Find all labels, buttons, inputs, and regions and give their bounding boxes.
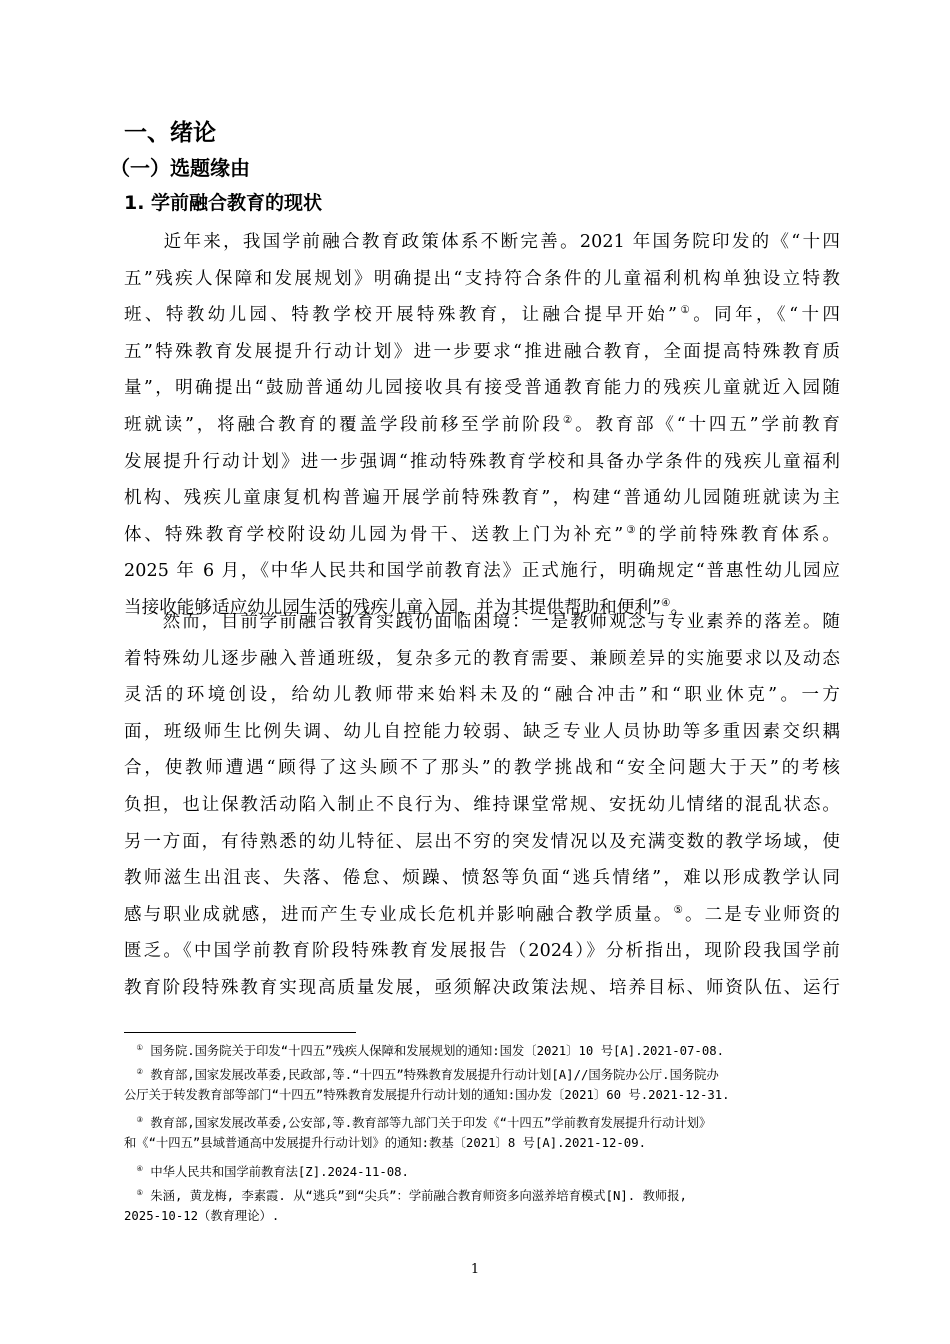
- paragraph-line: 近年来，我国学前融合教育政策体系不断完善。2021 年国务院印发的《“十四: [124, 232, 840, 252]
- subsection-heading: 1. 学前融合教育的现状: [124, 192, 323, 214]
- paragraph-line: 感与职业成就感，进而产生专业成长危机并影响融合教学质量。⑤。二是专业师资的: [124, 903, 840, 925]
- paragraph-line: 匮乏。《中国学前教育阶段特殊教育发展报告（2024）》分析指出，现阶段我国学前: [124, 941, 840, 962]
- paragraph-line: 发展提升行动计划》进一步强调“推动特殊教育学校和具备办学条件的残疾儿童福利: [124, 451, 840, 472]
- paragraph-line: 机构、残疾儿童康复机构普遍开展学前特殊教育”，构建“普通幼儿园随班就读为主: [124, 488, 840, 509]
- paragraph-line: 灵活的环境创设，给幼儿教师带来始料未及的“融合冲击”和“职业休克”。一方: [124, 685, 840, 706]
- paragraph-line: 合，使教师遭遇“顾得了这头顾不了那头”的教学挑战和“安全问题大于天”的考核: [124, 758, 840, 779]
- paragraph-line: 体、特殊教育学校附设幼儿园为骨干、送教上门为补充”③的学前特殊教育体系。: [124, 523, 840, 545]
- chapter-heading: 一、绪论: [124, 120, 216, 146]
- paragraph-line: 负担，也让保教活动陷入制止不良行为、维持课堂常规、安抚幼儿情绪的混乱状态。: [124, 794, 840, 815]
- footnote-5: ⑤ 朱涵, 黄龙梅, 李素霞. 从“逃兵”到“尖兵”：学前融合教育师资多向滋养培育模式[N]. 教师报, 2025-10-12（教育理论）.: [124, 1187, 687, 1223]
- footnote-3: ③ 教育部,国家发展改革委,公安部,等.教育部等九部门关于印发《“十四五”学前教育发展提升行动计划》 和《“十四五”县域普通高中发展提升行动计划》的通知:教基〔2021〕8 号[A].2021-12-09.: [124, 1114, 712, 1150]
- paragraph-challenges: [124, 604, 840, 1007]
- paragraph-line: 量”，明确提出“鼓励普通幼儿园接收具有接受普通教育能力的残疾儿童就近入园随: [124, 378, 840, 399]
- paragraph-line: 教育阶段特殊教育实现高质量发展，亟须解决政策法规、培养目标、师资队伍、运行: [124, 977, 840, 998]
- footnote-ref[interactable]: ①: [677, 304, 694, 317]
- paragraph-line: 五”特殊教育发展提升行动计划》进一步要求“推进融合教育，全面提高特殊教育质: [124, 341, 840, 362]
- paragraph-policy: [124, 224, 840, 627]
- footnote-4: ④ 中华人民共和国学前教育法[Z].2024-11-08.: [136, 1163, 409, 1179]
- footnote-ref[interactable]: ⑤: [673, 903, 686, 916]
- paragraph-line: 五”残疾人保障和发展规划》明确提出“支持符合条件的儿童福利机构单独设立特教: [124, 268, 840, 289]
- footnote-ref[interactable]: ④: [661, 597, 671, 610]
- paragraph-line: 2025 年 6 月，《中华人民共和国学前教育法》正式施行，明确规定“普惠性幼儿园应: [124, 561, 840, 582]
- footnote-2: ② 教育部,国家发展改革委,民政部,等.“十四五”特殊教育发展提升行动计划[A]//国务院办公厅.国务院办 公厅关于转发教育部等部门“十四五”特殊教育发展提升行动计划的通知:国办发〔2021〕60 号.2021-12-31.: [124, 1066, 730, 1102]
- page-number: 1: [470, 1262, 480, 1277]
- footnote-ref[interactable]: ②: [562, 414, 576, 427]
- paragraph-line: 另一方面，有待熟悉的幼儿特征、层出不穷的突发情况以及充满变数的教学场域，使: [124, 831, 840, 852]
- paragraph-line: 然而，目前学前融合教育实践仍面临困境：一是教师观念与专业素养的落差。随: [124, 612, 840, 632]
- paragraph-line: 当接收能够适应幼儿园生活的残疾儿童入园，并为其提供帮助和便利”④。: [124, 597, 689, 618]
- paragraph-line: 面，班级师生比例失调、幼儿自控能力较弱、缺乏专业人员协助等多重因素交织耦: [124, 721, 840, 742]
- paragraph-line: 着特殊幼儿逐步融入普通班级，复杂多元的教育需要、兼顾差异的实施要求以及动态: [124, 648, 840, 669]
- paragraph-line: 班、特教幼儿园、特教学校开展特殊教育，让融合提早开始”①。同年，《“十四: [124, 304, 840, 326]
- paragraph-line: 班就读”，将融合教育的覆盖学段前移至学前阶段②。教育部《“十四五”学前教育: [124, 414, 840, 435]
- paragraph-line: 教师滋生出沮丧、失落、倦怠、烦躁、愤怒等负面“逃兵情绪”，难以形成教学认同: [124, 868, 840, 889]
- footnote-separator: [124, 1032, 356, 1033]
- footnote-ref[interactable]: ③: [623, 523, 639, 536]
- section-heading: （一）选题缘由: [110, 156, 250, 180]
- footnote-1: ① 国务院.国务院关于印发“十四五”残疾人保障和发展规划的通知:国发〔2021〕10 号[A].2021-07-08.: [136, 1042, 725, 1058]
